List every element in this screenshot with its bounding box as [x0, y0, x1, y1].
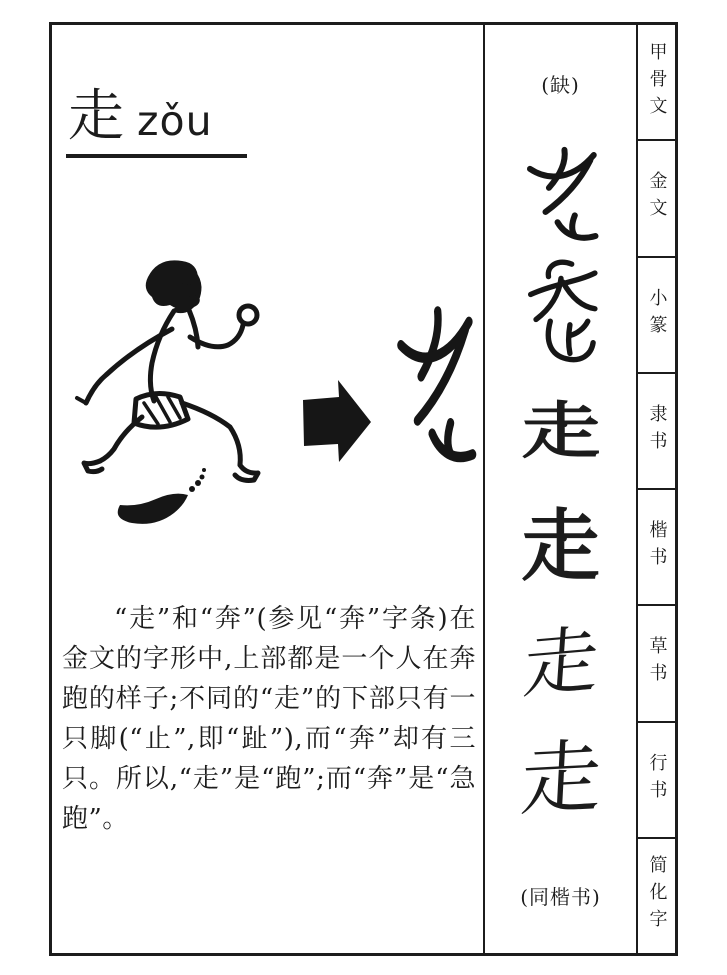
entry-panel: [52, 25, 483, 953]
form-row-xingshu: [485, 721, 636, 837]
form-row-jianhuazi: [485, 837, 636, 953]
script-label-xiaozhuan: 小篆: [646, 287, 668, 342]
headword-pinyin: zǒu: [137, 97, 213, 145]
script-labels-column: [636, 25, 675, 953]
same-as-regular-note: (同楷书): [520, 884, 601, 909]
script-label-caoshu: 草书: [646, 636, 668, 691]
script-cell-xingshu: [638, 721, 675, 837]
seal-script-glyph: [513, 257, 609, 373]
script-cell-lishu: [638, 372, 675, 488]
script-label-jiaguwen: 甲骨文: [646, 41, 668, 123]
script-cell-caoshu: [638, 604, 675, 720]
script-label-kaishu: 楷书: [646, 520, 668, 575]
form-row-jinwen: [485, 141, 636, 257]
form-row-lishu: [485, 373, 636, 489]
script-label-jinwen: 金文: [646, 171, 668, 226]
script-cell-kaishu: [638, 488, 675, 604]
script-label-lishu: 隶书: [646, 403, 668, 458]
headword-character: 走: [68, 84, 124, 149]
script-forms-column: [483, 25, 636, 953]
form-row-xiaozhuan: [485, 257, 636, 373]
form-row-kaishu: [485, 489, 636, 605]
form-row-caoshu: [485, 605, 636, 721]
entry-frame: [49, 22, 678, 956]
running-script-glyph: 走: [517, 729, 604, 828]
running-man-drawing: [77, 260, 258, 480]
bronze-script-large-glyph: [401, 311, 473, 457]
script-cell-xiaozhuan: [638, 256, 675, 372]
footprint-drawing: [118, 468, 206, 524]
explanation-paragraph: “走”和“奔”(参见“奔”字条)在金文的字形中,上部都是一个人在奔跑的样子;不同的“走”的下部只有一只脚(“止”,即“趾”),而“奔”却有三只。所以,“走”是“跑”;而“奔”是“急跑”。: [62, 604, 476, 834]
script-label-xingshu: 行书: [646, 752, 668, 807]
script-cell-jinwen: [638, 139, 675, 255]
cursive-script-glyph: 走: [520, 616, 601, 710]
regular-script-glyph: 走: [521, 501, 600, 592]
illustration-canvas: [62, 253, 480, 575]
missing-note: (缺): [541, 72, 580, 97]
script-label-jianhuazi: 简化字: [646, 855, 668, 937]
script-cell-jiaguwen: [638, 25, 675, 139]
form-row-jiaguwen: [485, 25, 636, 141]
bronze-script-glyph: [513, 143, 609, 255]
entry-title: [66, 84, 247, 158]
clerical-script-glyph: 走: [521, 394, 600, 468]
script-cell-jianhuazi: [638, 837, 675, 953]
illustration: [62, 253, 480, 575]
arrow-icon: [303, 380, 371, 462]
